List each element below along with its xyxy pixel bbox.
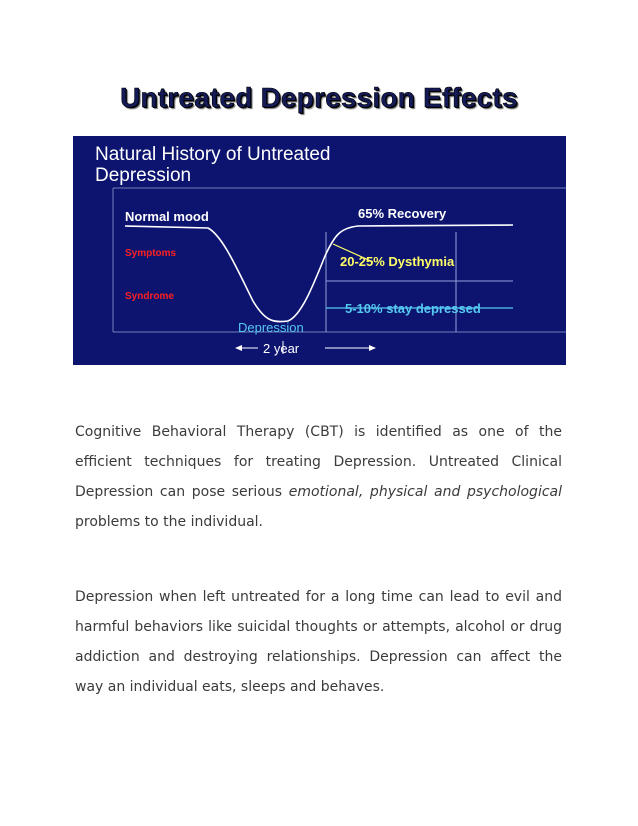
symptoms-label: Symptoms xyxy=(125,248,177,259)
syndrome-label: Syndrome xyxy=(125,291,174,302)
paragraph-cbt-text-c: problems to the individual. xyxy=(75,514,263,530)
paragraph-cbt-emphasis: emotional, physical and psychological xyxy=(288,484,562,500)
dysthymia-label: 20-25% Dysthymia xyxy=(340,254,455,269)
arrow-right-icon xyxy=(369,345,376,351)
slide-title-line-1: Natural History of Untreated xyxy=(95,144,331,165)
paragraph-cbt-text-a: Cognitive Behavioral Therapy (CBT) is identified as one of the efficient techniques for treating Depression. Untreated Clinical Depression can pose serious xyxy=(75,424,562,500)
slide-title-line-2: Depression xyxy=(95,165,192,186)
paragraph-cbt xyxy=(75,417,562,537)
depression-history-slide xyxy=(73,136,566,365)
normal-mood-label: Normal mood xyxy=(125,209,209,224)
recovery-label: 65% Recovery xyxy=(358,206,447,221)
page-title: Untreated Depression Effects xyxy=(120,82,518,113)
slide-title xyxy=(95,144,331,186)
depression-label: Depression xyxy=(238,320,304,335)
stay-depressed-label: 5-10% stay depressed xyxy=(345,301,481,316)
arrow-left-icon xyxy=(235,345,242,351)
paragraph-effects: Depression when left untreated for a long time can lead to evil and harmful behaviors like suicidal thoughts or attempts, alcohol or drug addiction and destroying relationships. Depression can affect the way an individual eats, sleeps and behaves. xyxy=(75,589,562,695)
duration-label: 2 year xyxy=(263,341,300,356)
